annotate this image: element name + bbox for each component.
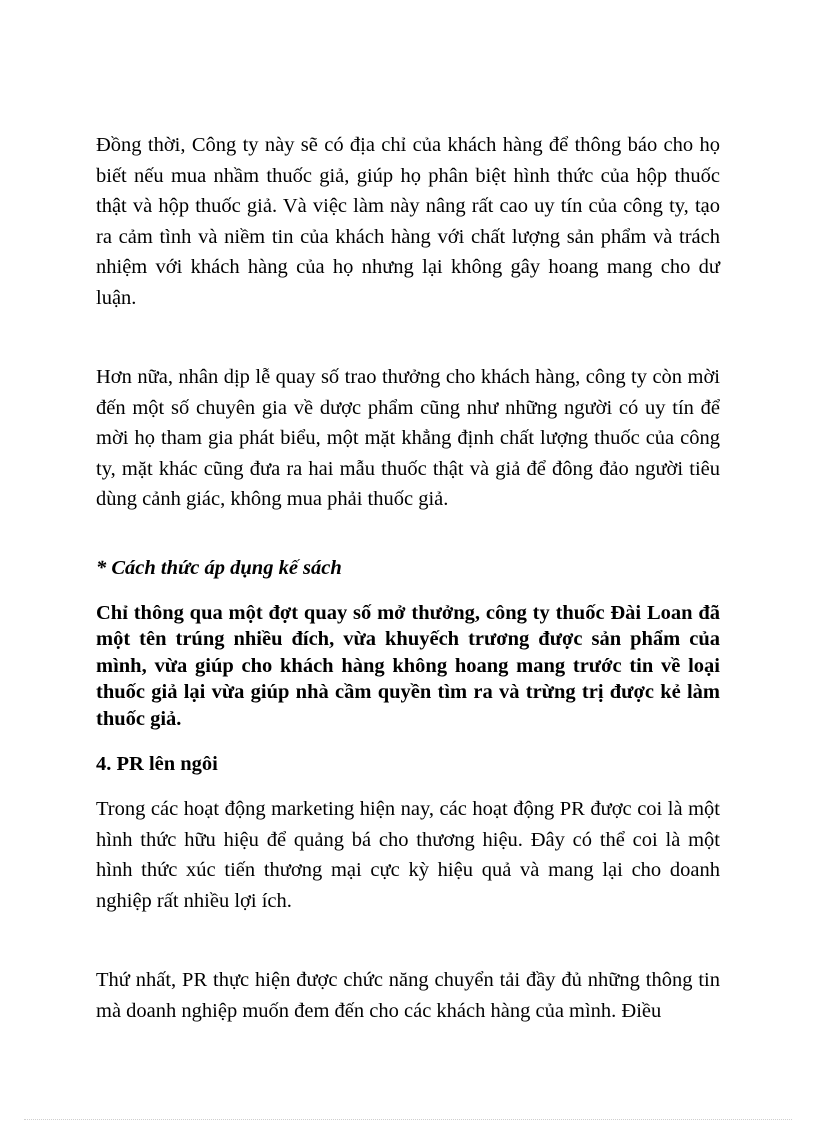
paragraph-pr-intro: Trong các hoạt động marketing hiện nay, các hoạt động PR được coi là một hình thức hữu hiệu để quảng bá cho thương hiệu. Đây có thể coi là một hình thức xúc tiến thương mại cực kỳ hiệu quả và mang lại cho doanh nghiệp rất nhiều lợi ích. xyxy=(96,798,720,912)
paragraph-lottery-event: Hơn nữa, nhân dịp lễ quay số trao thưởng cho khách hàng, công ty còn mời đến một số chuyên gia về dược phẩm cũng như những người có uy tín để mời họ tham gia phát biểu, một mặt khẳng định chất lượng thuốc của công ty, mặt khác cũng đưa ra hai mẫu thuốc thật và giả để đông đảo người tiêu dùng cảnh giác, không mua phải thuốc giả. xyxy=(96,366,720,510)
document-page xyxy=(96,130,720,1026)
section-heading-pr: 4. PR lên ngôi xyxy=(96,753,218,775)
paragraph-pr-first: Thứ nhất, PR thực hiện được chức năng chuyển tải đầy đủ những thông tin mà doanh nghiệp muốn đem đến cho các khách hàng của mình. Điều xyxy=(96,969,720,1022)
heading-application-method: * Cách thức áp dụng kế sách xyxy=(96,556,342,579)
paragraph-summary-bold: Chỉ thông qua một đợt quay số mở thưởng, công ty thuốc Đài Loan đã một tên trúng nhiều đích, vừa khuyếch trương được sản phẩm của mình, vừa giúp cho khách hàng không hoang mang trước tin về loại thuốc giả lại vừa giúp nhà cầm quyền tìm ra và trừng trị được kẻ làm thuốc giả. xyxy=(96,601,720,730)
paragraph-customer-address: Đồng thời, Công ty này sẽ có địa chỉ của khách hàng để thông báo cho họ biết nếu mua nhầm thuốc giả, giúp họ phân biệt hình thức của hộp thuốc thật và hộp thuốc giả. Và việc làm này nâng rất cao uy tín của công ty, tạo ra cảm tình và niềm tin của khách hàng với chất lượng sản phẩm và trách nhiệm với khách hàng của họ nhưng lại không gây hoang mang cho dư luận. xyxy=(96,134,720,309)
page-bottom-divider xyxy=(24,1119,792,1120)
